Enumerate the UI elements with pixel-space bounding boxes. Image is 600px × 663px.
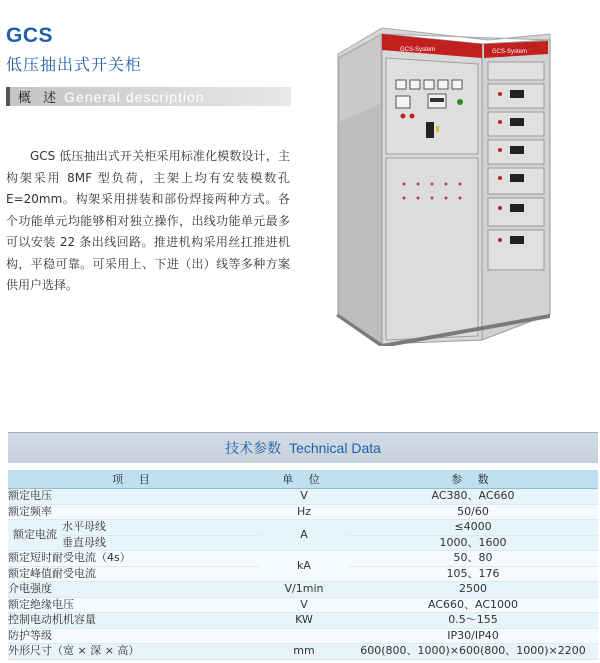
row-unit: kA — [260, 551, 348, 582]
table-row — [8, 582, 598, 598]
row-unit: Hz — [260, 504, 348, 520]
row-value: 50/60 — [348, 504, 598, 520]
panel-label-right: GCS-System — [492, 49, 528, 55]
table-row — [8, 628, 598, 644]
row-unit: mm — [260, 644, 348, 660]
technical-data-table — [8, 470, 598, 660]
table-row — [8, 644, 598, 660]
table-row — [8, 551, 598, 567]
row-item: 额定频率 — [8, 504, 260, 520]
section-header — [6, 87, 291, 106]
switchgear-cabinet-image — [300, 14, 600, 346]
table-row — [8, 520, 598, 536]
table-row — [8, 489, 598, 505]
row-unit — [260, 628, 348, 644]
row-value: 600(800、1000)×600(800、1000)×2200 — [348, 644, 598, 660]
row-item: 额定电压 — [8, 489, 260, 505]
row-item: 垂直母线 — [62, 535, 260, 551]
row-unit: V — [260, 489, 348, 505]
row-value: 50、80 — [348, 551, 598, 567]
row-value: IP30/IP40 — [348, 628, 598, 644]
row-value: 105、176 — [348, 566, 598, 582]
tech-title-en: Technical Data — [289, 440, 381, 456]
row-unit: A — [260, 520, 348, 551]
table-row — [8, 504, 598, 520]
row-unit: KW — [260, 613, 348, 629]
section-marker — [6, 87, 10, 106]
row-unit: V — [260, 597, 348, 613]
table-row — [8, 597, 598, 613]
row-value: ≤4000 — [348, 520, 598, 536]
row-value: AC660、AC1000 — [348, 597, 598, 613]
col-unit: 单 位 — [260, 470, 348, 489]
table-header-row — [8, 470, 598, 489]
section-label-en: General description — [64, 88, 205, 105]
product-title: 低压抽出式开关柜 — [6, 55, 143, 74]
row-item: 防护等级 — [8, 628, 260, 644]
description-text: GCS 低压抽出式开关柜采用标准化模数设计，主构架采用 8MF 型负荷，主架上均有安装模数孔E=20mm。构架采用拼装和部份焊接两种方式。各个功能单元均能够相对独立操作，出线功能单元最多可以安装 22 条出线回路。推进机构采用丝扛推进机构，平稳可靠。可采用上、下进（出）线等多种方案供用户选择。 — [6, 149, 290, 292]
table-row — [8, 613, 598, 629]
row-item: 额定绝缘电压 — [8, 597, 260, 613]
row-value: AC380、AC660 — [348, 489, 598, 505]
tech-title-cn: 技术参数 — [225, 441, 282, 457]
panel-label-left: GCS-System — [400, 47, 436, 53]
row-item: 额定峰值耐受电流 — [8, 566, 260, 582]
product-code: GCS — [6, 24, 54, 47]
row-item: 外形尺寸（宽 × 深 × 高） — [8, 644, 260, 660]
row-value: 0.5～155 — [348, 613, 598, 629]
row-value: 2500 — [348, 582, 598, 598]
group-label: 额定电流 — [8, 520, 62, 551]
section-label-cn: 概 述 — [18, 91, 61, 106]
col-value: 参 数 — [348, 470, 598, 489]
row-unit: V/1min — [260, 582, 348, 598]
col-item: 项 目 — [8, 470, 260, 489]
row-item: 控制电动机机容量 — [8, 613, 260, 629]
row-value: 1000、1600 — [348, 535, 598, 551]
row-item: 额定短时耐受电流（4s） — [8, 551, 260, 567]
row-item: 水平母线 — [62, 520, 260, 536]
row-item: 介电强度 — [8, 582, 260, 598]
technical-data-header — [8, 432, 598, 463]
